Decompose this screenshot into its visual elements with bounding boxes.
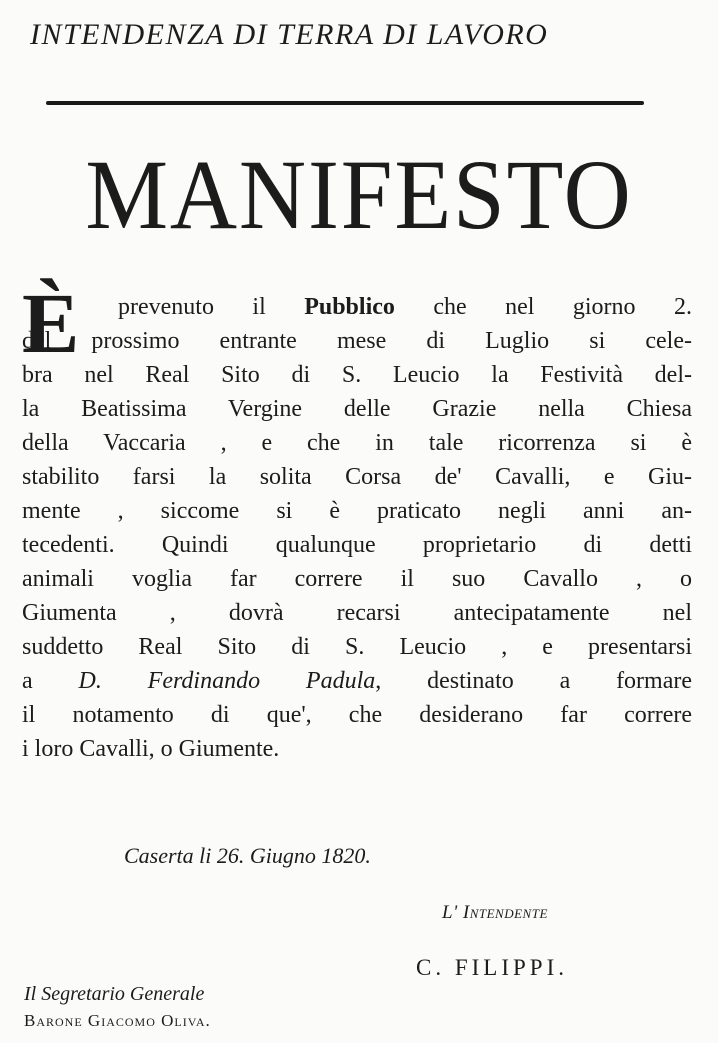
text-line <box>22 596 692 630</box>
text-fragment: suddetto Real Sito di S. Leucio , e presentarsi <box>22 634 692 660</box>
date-line: Caserta li 26. Giugno 1820. <box>124 843 371 868</box>
text-fragment: che nel giorno 2. <box>394 294 692 320</box>
emphasis-text: Pubblico <box>304 294 395 320</box>
text-fragment: , destinato a formare <box>375 668 693 694</box>
text-fragment: il notamento di que', che desiderano far correre <box>22 702 692 728</box>
text-line <box>22 562 692 596</box>
intendant-name: C. FILIPPI. <box>416 955 568 980</box>
text-line <box>22 698 692 732</box>
text-fragment: animali voglia far correre il suo Cavallo , o <box>22 566 692 592</box>
text-line <box>22 460 692 494</box>
text-line <box>22 426 692 460</box>
text-fragment: della Vaccaria , e che in tale ricorrenza si è <box>22 430 692 456</box>
text-fragment: la Beatissima Vergine delle Grazie nella Chiesa <box>22 396 692 422</box>
text-line <box>22 664 692 698</box>
proclamation-text <box>22 275 693 766</box>
text-fragment: Giumenta , dovrà recarsi antecipatamente nel <box>22 600 692 626</box>
text-fragment: bra nel Real Sito di S. Leucio la Festività del- <box>22 362 692 388</box>
text-fragment: a <box>22 668 79 694</box>
text-line <box>22 630 692 664</box>
secretary-title: Il Segretario Generale <box>24 983 205 1005</box>
header-divider <box>46 101 644 105</box>
text-fragment: mente , siccome si è praticato negli anni an- <box>22 498 692 524</box>
text-fragment: tecedenti. Quindi qualunque proprietario di detti <box>22 532 692 558</box>
text-fragment: stabilito farsi la solita Corsa de' Cavalli, e Giu- <box>22 464 692 490</box>
text-line <box>22 290 692 324</box>
text-line <box>22 324 692 358</box>
issuing-authority: INTENDENZA DI TERRA DI LAVORO <box>30 18 549 51</box>
secretary-name: Barone Giacomo Oliva. <box>24 1011 211 1030</box>
text-line <box>22 732 692 766</box>
document-title: MANIFESTO <box>85 139 633 250</box>
text-lines <box>22 290 692 766</box>
text-line <box>22 392 692 426</box>
text-line <box>22 528 692 562</box>
drop-cap: È <box>22 275 80 371</box>
text-line <box>22 494 692 528</box>
text-line <box>22 358 692 392</box>
text-fragment: i loro Cavalli, o Giumente. <box>22 736 280 762</box>
text-fragment: del prossimo entrante mese di Luglio si cele- <box>22 328 692 354</box>
intendant-title: L' Intendente <box>442 902 548 923</box>
text-fragment: prevenuto il <box>118 294 305 320</box>
named-person: D. Ferdinando Padula <box>78 668 376 694</box>
